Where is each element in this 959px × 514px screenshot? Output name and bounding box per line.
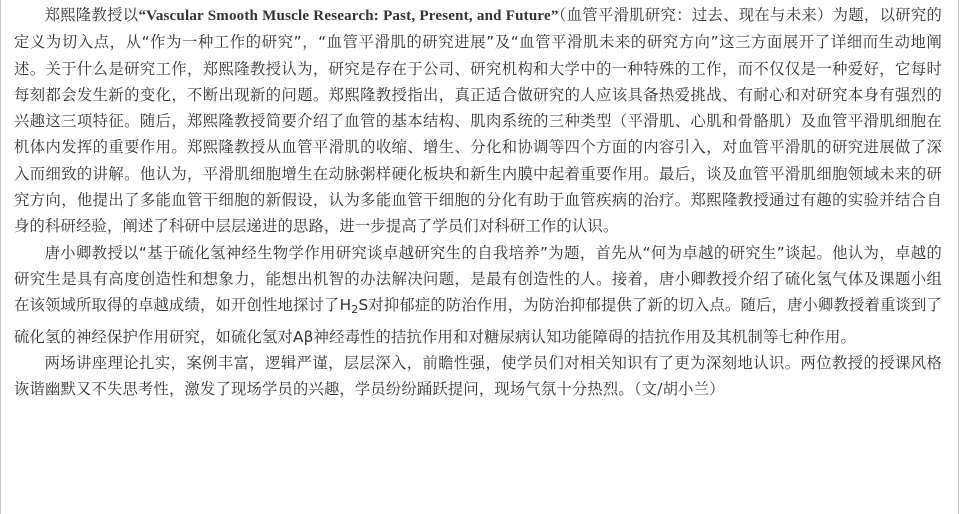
paragraph-text-after-formula: 对抑郁症的防治作用，为防治抑郁提供了新的切入点。随后，唐小卿教授着重谈到了硫化氢的神经保护作用研究，如硫化氢对Aβ神经毒性的拮抗作用和对糖尿病认知功能障碍的拮抗作用及其机制等七种作用。: [14, 296, 942, 346]
paragraph-zheng-lecture: [14, 2, 942, 240]
paragraph-summary: [14, 350, 942, 403]
chemical-formula-h2s: $H_2S$: [339, 296, 369, 317]
article-body: [14, 2, 942, 402]
paragraph-text-before-formula: 唐小卿教授以“基于硫化氢神经生物学作用研究谈卓越研究生的自我培养”为题，首先从“何为卓越的研究生”谈起。他认为，卓越的研究生是具有高度创造性和想象力，能想出机智的办法解决问题，是最有创造性的人。接着，唐小卿教授介绍了硫化氢气体及课题小组在该领域所取得的卓越成绩，如开创性地探讨了: [14, 243, 942, 315]
paragraph-text: 两场讲座理论扎实，案例丰富，逻辑严谨，层层深入，前瞻性强，使学员们对相关知识有了更为深刻地认识。两位教授的授课风格诙谐幽默又不失思考性，激发了现场学员的兴趣，学员纷纷踊跃提问，现场气氛十分热烈。（文/胡小兰）: [14, 353, 942, 399]
lecture-title-english: “Vascular Smooth Muscle Research: Past, Present, and Future”: [138, 8, 559, 24]
speaker-intro: 郑熙隆教授以: [44, 6, 139, 24]
paragraph-text: （血管平滑肌研究：过去、现在与未来）为题，以研究的定义为切入点，从“作为一种工作的研究”，“血管平滑肌的研究进展”及“血管平滑肌未来的研究方向”这三方面展开了详细而生动地阐述。关于什么是研究工作，郑熙隆教授认为，研究是存在于公司、研究机构和大学中的一种特殊的工作，而不仅仅是一种爱好，它每时每刻都会发生新的变化，不断出现新的问题。郑熙隆教授指出，真正适合做研究的人应该具备热爱挑战、有耐心和对研究本身有强烈的兴趣这三项特征。随后，郑熙隆教授简要介绍了血管的基本结构、肌肉系统的三种类型（平滑肌、心肌和骨骼肌）及血管平滑肌细胞在机体内发挥的重要作用。郑熙隆教授从血管平滑肌的收缩、增生、分化和协调等四个方面的内容引入，对血管平滑肌的研究进展做了深入而细致的讲解。他认为，平滑肌细胞增生在动脉粥样硬化板块和新生内膜中起着重要作用。最后，谈及血管平滑肌细胞领域未来的研究方向，他提出了多能血管干细胞的新假设，认为多能血管干细胞的分化有助于血管疾病的治疗。郑熙隆教授通过有趣的实验并结合自身的科研经验，阐述了科研中层层递进的思路，进一步提高了学员们对科研工作的认识。: [14, 6, 942, 236]
paragraph-tang-lecture: [14, 240, 942, 350]
